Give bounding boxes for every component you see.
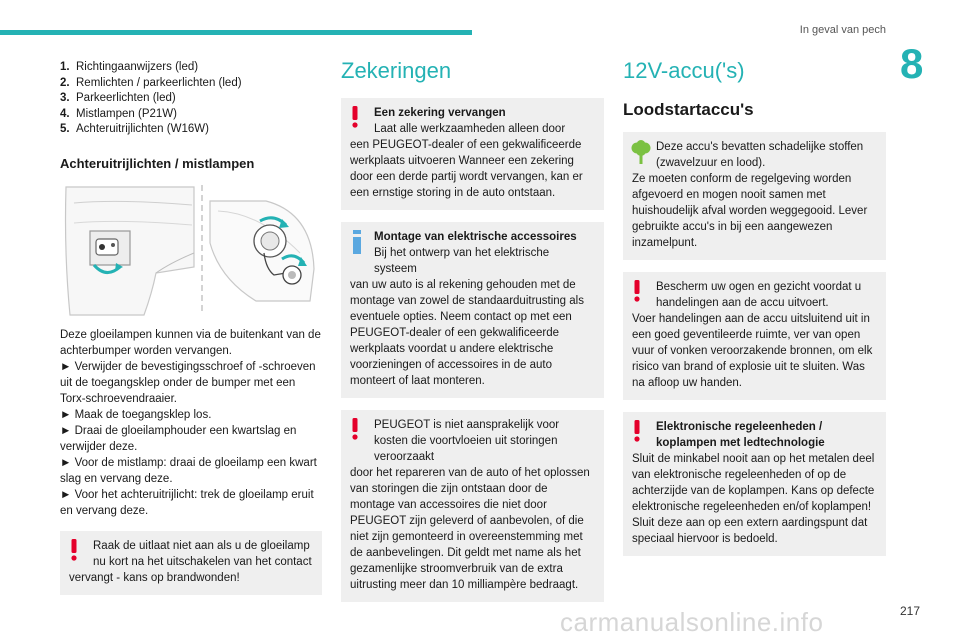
- box-lead: Bij het ontwerp van het elektrische systeem: [374, 247, 550, 275]
- warning-body: vervangt - kans op brandwonden!: [69, 571, 240, 584]
- paragraph: ► Voor het achteruitrijlicht: trek de gloeilamp eruit en vervang deze.: [60, 488, 314, 517]
- box-heading: Elektronische regeleenheden / koplampen met ledtechnologie: [656, 421, 825, 449]
- list-item: 4. Mistlampen (P21W): [60, 107, 177, 120]
- warning-icon: [351, 106, 359, 128]
- warning-box: [341, 98, 604, 210]
- list-item: 1. Richtingaanwijzers (led): [60, 61, 199, 73]
- warning-icon: [351, 418, 359, 440]
- warning-box: [623, 412, 886, 556]
- box-lead: Bescherm uw ogen en gezicht voordat u handelingen aan de accu uitvoert.: [656, 281, 862, 309]
- box-body: door het repareren van de auto of het oplossen van storingen die zijn ontstaan door de montage van accessoires die niet door PEUGEOT zijn geleverd of aanbevolen, of die niet zijn gemonteerd in overeenstemming met de aanbevelingen. Dit geldt met name als het gezamenlijke stroomverbruik van de extra uitrusting meer dan 10 milliampère bedraagt.: [350, 467, 590, 591]
- paragraph: ► Voor de mistlamp: draai de gloeilamp een kwart slag en vervang deze.: [60, 456, 317, 485]
- section-title-battery: 12V-accu('s): [623, 58, 745, 83]
- info-icon: [351, 230, 363, 254]
- list-item: 2. Remlichten / parkeerlichten (led): [60, 76, 242, 89]
- warning-icon: [633, 280, 641, 302]
- watermark: carmanualsonline.info: [560, 607, 824, 637]
- warning-box: [623, 272, 886, 400]
- box-body: Voer handelingen aan de accu uitsluitend uit in een goed geventileerde ruimte, ver van open vuur of vonken veroorzakende bronnen, om elk risico van brand of explosie uit te sluiten. Was na afloop uw handen.: [632, 313, 873, 389]
- chapter-number: 8: [900, 40, 924, 87]
- section-title-fuses: Zekeringen: [341, 58, 452, 83]
- warning-box: [341, 410, 604, 602]
- header-accent-bar: [0, 30, 472, 35]
- subheading: Achteruitrijlichten / mistlampen: [60, 155, 255, 171]
- box-body: van uw auto is al rekening gehouden met de montage van zowel de standaarduitrusting als eventuele opties. Neem contact op met een PEUGEOT-dealer of een gekwalificeerde werkplaats voordat u andere elektrische voorzieningen of accessoires in de auto monteert of laat monteren.: [350, 279, 584, 387]
- rear-lamp-illustration: [60, 183, 318, 319]
- box-lead: PEUGEOT is niet aansprakelijk voor kosten die voortvloeien uit storingen veroorzaakt: [374, 419, 560, 463]
- column-left: [60, 60, 322, 595]
- box-heading: Een zekering vervangen: [374, 107, 506, 119]
- box-body: Sluit de minkabel nooit aan op het metalen deel van elektronische regeleenheden of op de achterzijde van de koplampen. Kans op defecte elektronische regeleenheden en/of koplampen! Sluit deze aan op een extern aardingspunt dat speciaal hiervoor is bedoeld.: [632, 453, 875, 545]
- eco-box: [623, 132, 886, 260]
- paragraph: Deze gloeilampen kunnen via de buitenkant van de achterbumper worden vervangen.: [60, 328, 321, 357]
- box-body: een PEUGEOT-dealer of een gekwalificeerde werkplaats uitvoeren Wanneer een zekering door een derde partij wordt vervangen, kan er een ernstige storing in de auto ontstaan.: [350, 139, 583, 199]
- column-middle: [341, 60, 604, 602]
- list-item: 3. Parkeerlichten (led): [60, 92, 176, 104]
- warning-box: [60, 531, 322, 595]
- box-lead: Deze accu's bevatten schadelijke stoffen (zwavelzuur en lood).: [656, 141, 864, 169]
- warning-icon: [70, 539, 78, 561]
- paragraph: ► Maak de toegangsklep los.: [60, 408, 212, 421]
- warning-lead: Raak de uitlaat niet aan als u de gloeilamp nu kort na het uitschakelen van het contact: [93, 539, 312, 568]
- instructions: [60, 327, 322, 519]
- column-right: [623, 60, 886, 556]
- page-number: 217: [899, 604, 920, 618]
- list-item: 5. Achteruitrijlichten (W16W): [60, 123, 209, 135]
- box-lead: Laat alle werkzaamheden alleen door: [374, 123, 566, 135]
- section-header: In geval van pech: [799, 24, 886, 36]
- lamp-list: [60, 60, 322, 138]
- box-heading: Montage van elektrische accessoires: [374, 231, 577, 243]
- tree-icon: [631, 140, 651, 164]
- box-body: Ze moeten conform de regelgeving worden afgevoerd en mogen nooit samen met huishoudelijk afval worden weggegooid. Lever gebruikte accu's in bij een aangewezen inzamelpunt.: [632, 173, 868, 249]
- paragraph: ► Verwijder de bevestigingsschroef of -schroeven uit de toegangsklep onder de bumper met een Torx-schroevendraaier.: [60, 360, 316, 405]
- paragraph: ► Draai de gloeilamphouder een kwartslag en verwijder deze.: [60, 424, 297, 453]
- warning-icon: [633, 420, 641, 442]
- info-box: [341, 222, 604, 398]
- subsection-title: Loodstartaccu's: [623, 100, 754, 119]
